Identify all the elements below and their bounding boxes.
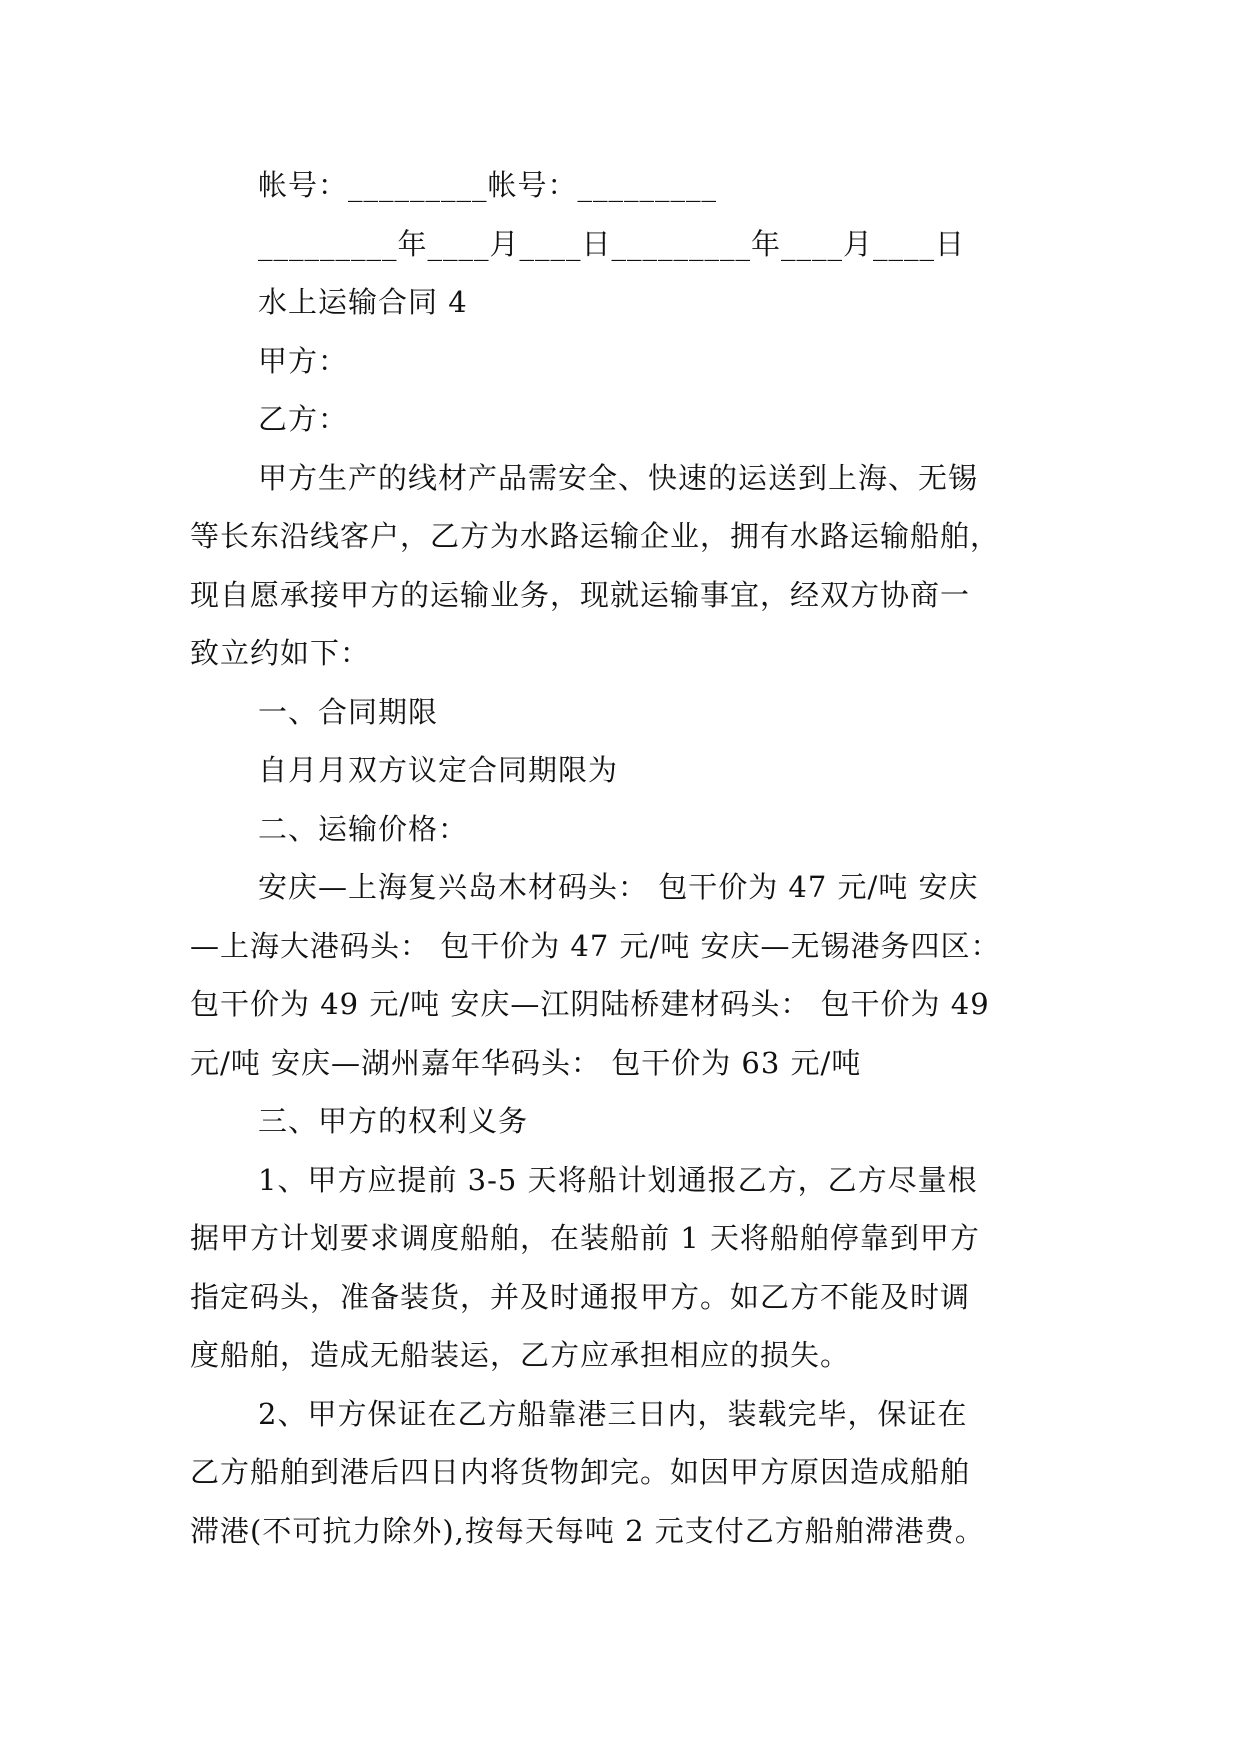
date-line: _________年____月____日_________年____月____日 [258,226,966,261]
paragraph-line: 致立约如下： [190,636,371,670]
paragraph-line: 度船舶，造成无船装运，乙方应承担相应的损失。 [190,1338,851,1372]
paragraph-line: 指定码头，准备装货，并及时通报甲方。如乙方不能及时调 [190,1279,971,1314]
paragraph-line: —上海大港码头： 包干价为 47 元/吨 安庆—无锡港务四区： [190,928,1001,963]
paragraph-line: 现自愿承接甲方的运输业务，现就运输事宜，经双方协商一 [190,577,971,612]
section-2-title: 二、运输价格： [258,811,469,846]
paragraph-line: 甲方生产的线材产品需安全、快速的运送到上海、无锡 [258,460,979,495]
paragraph-line: 滞港(不可抗力除外),按每天每吨 2 元支付乙方船舶滞港费。 [190,1513,985,1548]
paragraph-line: 据甲方计划要求调度船舶，在装船前 1 天将船舶停靠到甲方 [190,1221,980,1255]
paragraph-line: 1、甲方应提前 3-5 天将船计划通报乙方，乙方尽量根 [258,1162,978,1197]
account-line: 帐号：_________帐号：_________ [258,168,718,202]
paragraph-line: 等长东沿线客户，乙方为水路运输企业，拥有水路运输船舶， [190,519,1001,553]
paragraph-line: 元/吨 安庆—湖州嘉年华码头： 包干价为 63 元/吨 [190,1045,862,1080]
section-1-text: 自月月双方议定合同期限为 [258,753,619,787]
section-1-title: 一、合同期限 [258,694,439,729]
document-body [190,156,1050,1560]
paragraph-line: 包干价为 49 元/吨 安庆—江阴陆桥建材码头： 包干价为 49 [190,987,990,1021]
paragraph-line: 乙方船舶到港后四日内将货物卸完。如因甲方原因造成船舶 [190,1455,971,1489]
paragraph-line: 2、甲方保证在乙方船靠港三日内，装载完毕，保证在 [258,1396,968,1431]
party-b-label: 乙方： [258,402,349,436]
section-3-title: 三、甲方的权利义务 [258,1104,529,1138]
clause-2-paragraph [190,1385,1050,1561]
clause-1-paragraph [190,1151,1050,1385]
party-a-label: 甲方： [258,343,349,378]
price-paragraph [190,858,1050,1092]
paragraph-line: 安庆—上海复兴岛木材码头： 包干价为 47 元/吨 安庆 [258,870,979,904]
preamble-paragraph [190,449,1050,683]
contract-heading: 水上运输合同 4 [258,285,468,319]
